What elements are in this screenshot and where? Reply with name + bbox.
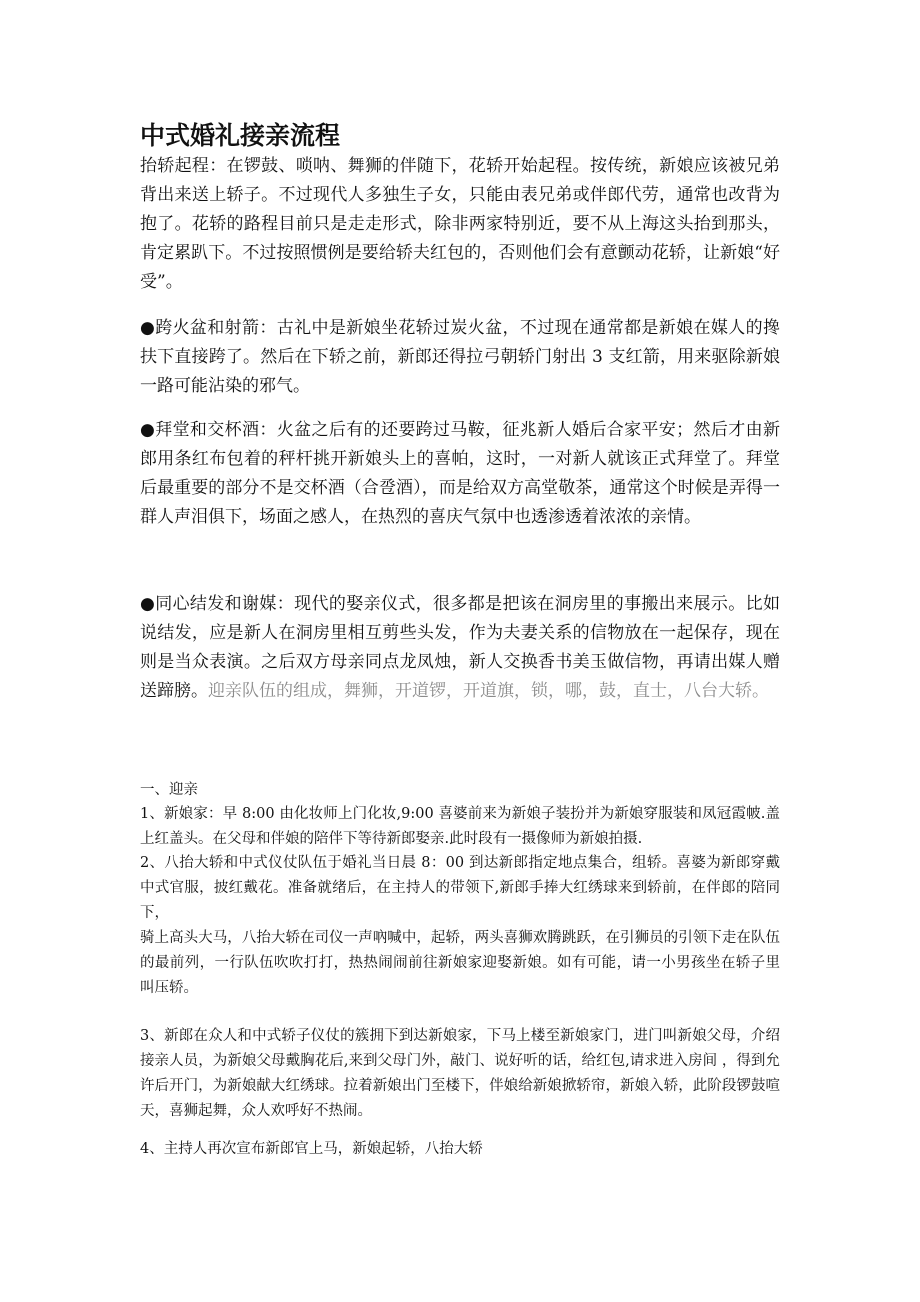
step-2-part-b: 骑上高头大马，八抬大轿在司仪一声吶喊中，起轿，两头喜狮欢腾跳跃，在引狮员的引领下走在队伍的最前列，一行队伍吹吹打打，热热闹闹前往新娘家迎娶新娘。如有可能，请一小男孩坐在轿子里 叫压轿。 (140, 930, 780, 996)
step-3-groom-arrives: 3、新郎在众人和中式轿子仪仗的簇拥下到达新娘家，下马上楼至新娘家门，进门叫新娘父母，介绍接亲人员，为新娘父母戴胸花后,来到父母门外，敲门、说好听的话，给红包,请求进入房间 ，得到允许后开门，为新娘献大红绣球。拉着新娘出门至楼下，伴娘给新娘掀轿帘，新娘入轿，此阶段锣鼓喧天，喜狮起舞，众人欢呼好不热闹。 (140, 1028, 780, 1119)
procession-members-text: 迎亲队伍的组成，舞狮，开道锣，开道旗，锁，哪，鼓，直士，八台大轿。 (208, 681, 769, 701)
step-1-bride-home: 1、新娘家：早 8:00 由化妆师上门化妆,9:00 喜婆前来为新娘子装扮并为新娘穿服装和凤冠霞帔.盖上红盖头。在父母和伴娘的陪伴下等待新郎娶亲.此时段有一摄像师为新娘拍摄. (140, 806, 780, 847)
step-2-sedan-procession (140, 851, 780, 1001)
paragraph-fire-basin-arrows: ●跨火盆和射箭：古礼中是新娘坐花轿过炭火盆，不过现在通常都是新娘在媒人的搀扶下直接跨了。然后在下轿之前，新郎还得拉弓朝轿门射出 3 支红箭，用来驱除新娘一路可能沾染的邪气。 (140, 318, 780, 396)
step-4-host-announces: 4、主持人再次宣布新郎官上马，新娘起轿，八抬大轿 (140, 1141, 483, 1157)
paragraph-hair-tying-text: ●同心结发和谢媒：现代的娶亲仪式，很多都是把该在洞房里的事搬出来展示。比如说结发，应是新人在洞房里相互剪些头发，作为夫妻关系的信物放在一起保存，现在则是当众表演。之后双方母亲同点龙凤烛，新人交换香书美玉做信物，再请出媒人赠送蹄膀。 (140, 594, 780, 701)
paragraph-lift-sedan: 抬轿起程：在锣鼓、唢呐、舞狮的伴随下，花轿开始起程。按传统，新娘应该被兄弟背出来送上轿子。不过现代人多独生子女，只能由表兄弟或伴郎代劳，通常也改背为抱了。花轿的路程目前只是走走形式，除非两家特别近，要不从上海这头抬到那头，肯定累趴下。不过按照惯例是要给轿夫红包的，否则他们会有意颤动花轿，让新娘“好受”。 (140, 156, 780, 292)
paragraph-worship-wine: ●拜堂和交杯酒：火盆之后有的还要跨过马鞍，征兆新人婚后合家平安；然后才由新郎用条红布包着的秤杆挑开新娘头上的喜帕，这时，一对新人就该正式拜堂了。拜堂后最重要的部分不是交杯酒（合卺酒），而是给双方高堂敬茶，通常这个时候是弄得一群人声泪俱下，场面之感人，在热烈的喜庆气氛中也透渗透着浓浓的亲情。 (140, 420, 780, 527)
step-2-part-a: 2、八抬大轿和中式仪仗队伍于婚礼当日晨 8：00 到达新郎指定地点集合，组轿。喜婆为新郎穿戴中式官服，披红戴花。准备就绪后，在主持人的带领下,新郎手捧大红绣球来到轿前，在伴郎的陪同下， (140, 855, 780, 921)
document-title: 中式婚礼接亲流程 (140, 121, 341, 150)
section-heading-welcome-bride: 一、迎亲 (140, 782, 198, 798)
paragraph-hair-tying-matchmaker (140, 590, 780, 706)
